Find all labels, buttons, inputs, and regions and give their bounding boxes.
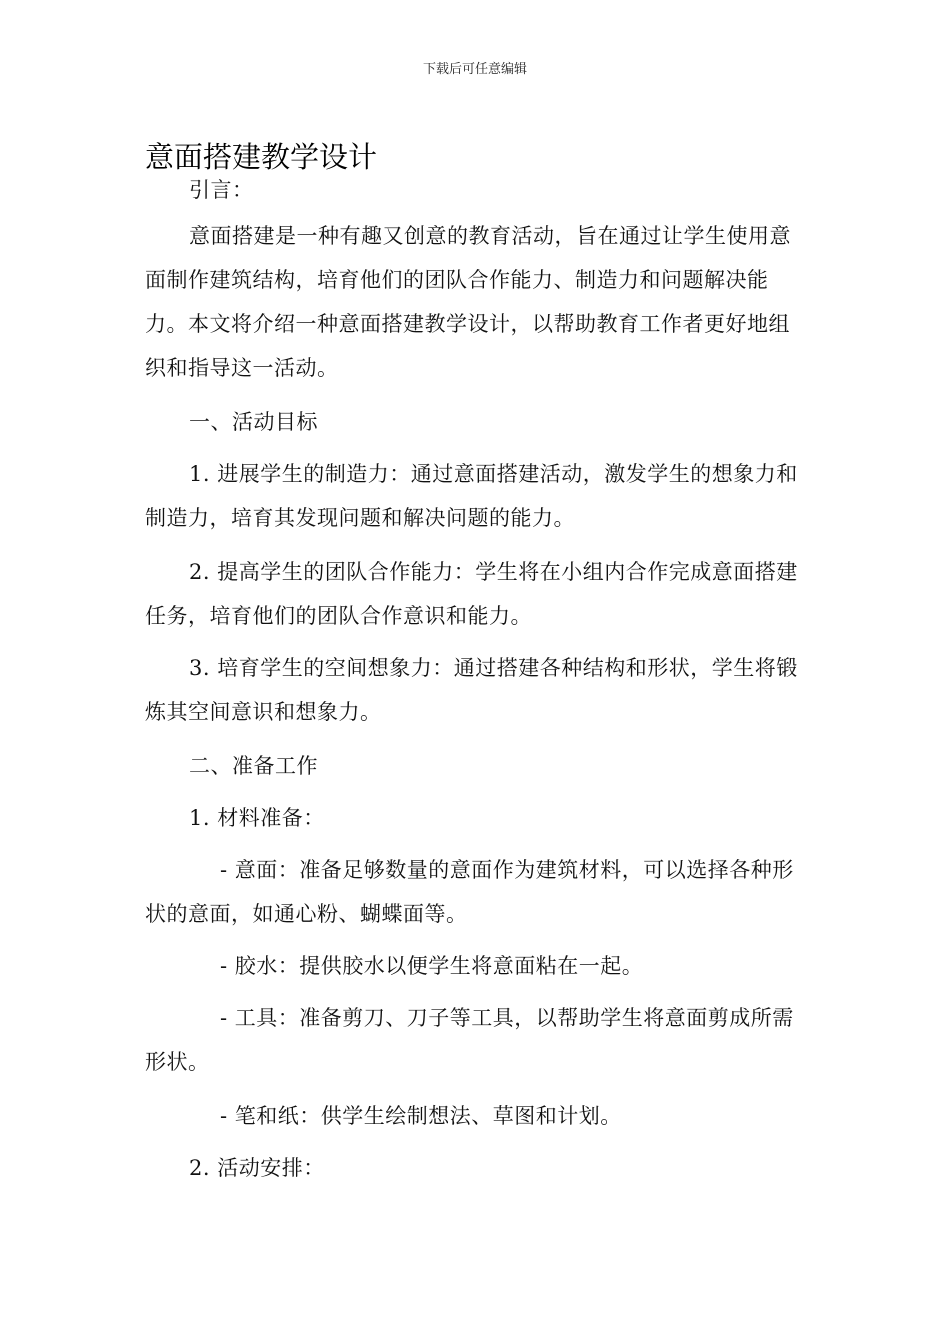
prep-item-materials: 1. 材料准备： (189, 806, 325, 830)
goal-item-3: 3. 培育学生的空间想象力：通过搭建各种结构和形状，学生将锻炼其空间意识和想象力。 (145, 656, 798, 724)
material-tools: - 工具：准备剪刀、刀子等工具，以帮助学生将意面剪成所需形状。 (145, 1006, 794, 1074)
goal-item-1: 1. 进展学生的制造力：通过意面搭建活动，激发学生的想象力和制造力，培育其发现问题和解决问题的能力。 (145, 462, 798, 530)
material-pasta: - 意面：准备足够数量的意面作为建筑材料，可以选择各种形状的意面，如通心粉、蝴蝶面等。 (145, 858, 794, 926)
section-heading-goals: 一、活动目标 (189, 410, 318, 434)
intro-paragraph: 意面搭建是一种有趣又创意的教育活动，旨在通过让学生使用意面制作建筑结构，培育他们的团队合作能力、制造力和问题解决能力。本文将介绍一种意面搭建教学设计，以帮助教育工作者更好地组织和指导这一活动。 (145, 224, 791, 380)
header-note: 下载后可任意编辑 (422, 62, 527, 77)
section-heading-preparation: 二、准备工作 (189, 754, 318, 778)
material-pen-paper: - 笔和纸：供学生绘制想法、草图和计划。 (220, 1104, 622, 1128)
goal-item-2: 2. 提高学生的团队合作能力：学生将在小组内合作完成意面搭建任务，培育他们的团队合作意识和能力。 (145, 560, 798, 628)
document-title: 意面搭建教学设计 (145, 140, 378, 175)
prep-item-schedule: 2. 活动安排： (189, 1156, 325, 1180)
intro-label: 引言： (189, 178, 254, 202)
material-glue: - 胶水：提供胶水以便学生将意面粘在一起。 (220, 954, 644, 978)
